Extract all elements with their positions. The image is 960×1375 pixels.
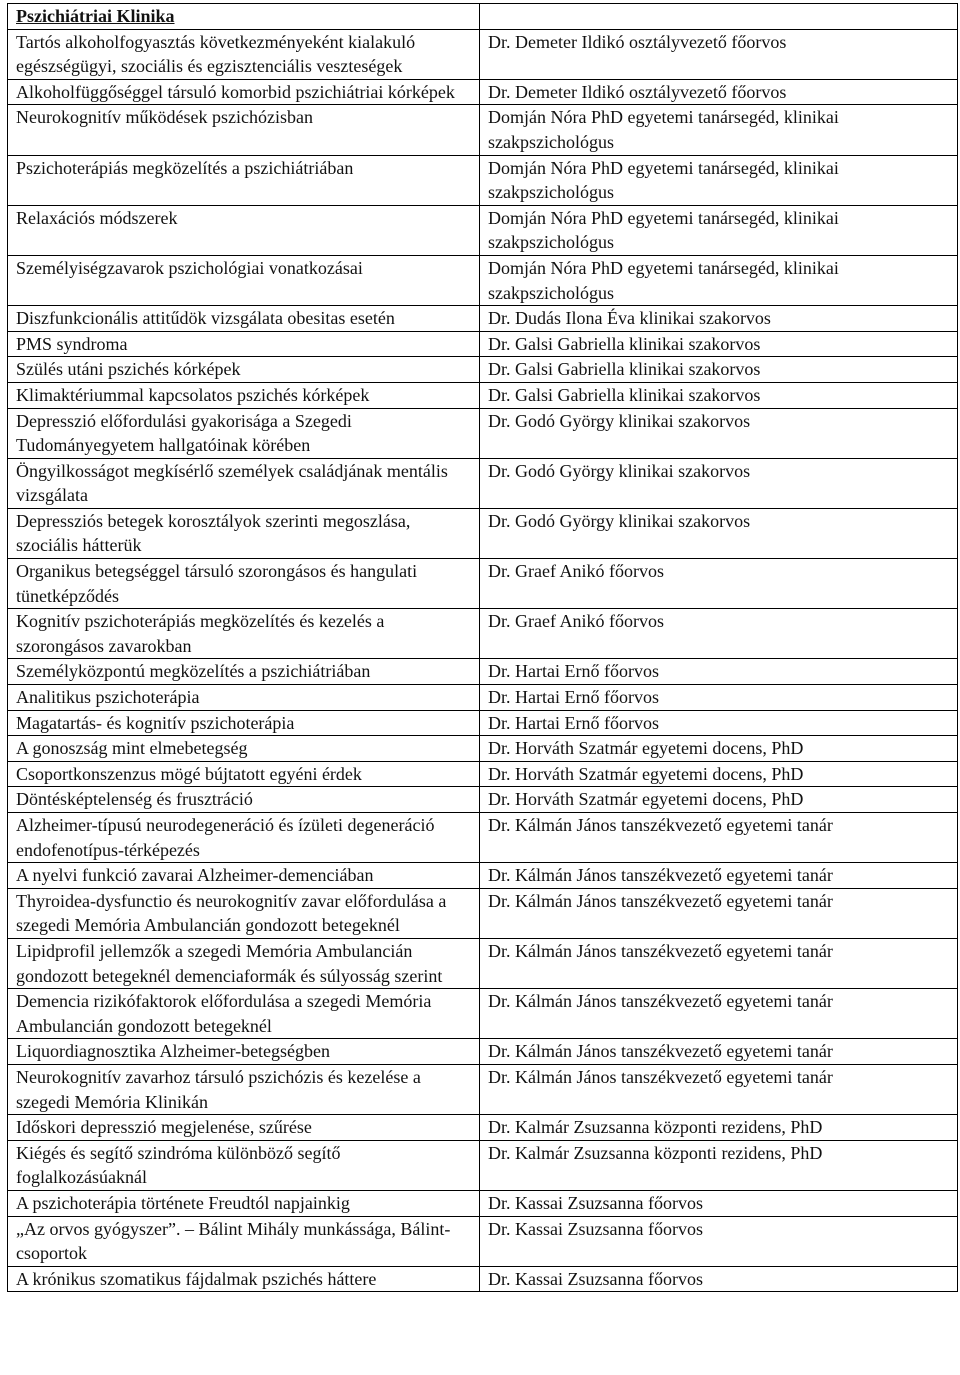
supervisor-cell: Dr. Kálmán János tanszékvezető egyetemi tanár [480, 813, 958, 863]
table-row [8, 1266, 958, 1292]
supervisor-cell: Dr. Kálmán János tanszékvezető egyetemi tanár [480, 1039, 958, 1065]
table-row [8, 685, 958, 711]
topic-cell: Személyiségzavarok pszichológiai vonatkozásai [8, 255, 480, 305]
supervisor-cell: Dr. Kassai Zsuzsanna főorvos [480, 1266, 958, 1292]
header-row [8, 4, 958, 30]
supervisor-cell: Dr. Horváth Szatmár egyetemi docens, PhD [480, 761, 958, 787]
supervisor-cell: Dr. Demeter Ildikó osztályvezető főorvos [480, 29, 958, 79]
table-row [8, 306, 958, 332]
header-right-cell [480, 4, 958, 30]
supervisor-cell: Dr. Kálmán János tanszékvezető egyetemi tanár [480, 989, 958, 1039]
topic-cell: A pszichoterápia története Freudtól napjainkig [8, 1190, 480, 1216]
topic-cell: PMS syndroma [8, 331, 480, 357]
supervisor-cell: Dr. Dudás Ilona Éva klinikai szakorvos [480, 306, 958, 332]
table-row [8, 863, 958, 889]
topic-cell: Diszfunkcionális attitűdök vizsgálata obesitas esetén [8, 306, 480, 332]
topic-cell: Analitikus pszichoterápia [8, 685, 480, 711]
table-row [8, 1140, 958, 1190]
supervisor-cell: Dr. Graef Anikó főorvos [480, 559, 958, 609]
table-row [8, 1115, 958, 1141]
table-row [8, 659, 958, 685]
supervisor-cell: Dr. Hartai Ernő főorvos [480, 685, 958, 711]
supervisor-cell: Dr. Kalmár Zsuzsanna központi rezidens, PhD [480, 1140, 958, 1190]
supervisor-cell: Dr. Demeter Ildikó osztályvezető főorvos [480, 79, 958, 105]
table-row [8, 761, 958, 787]
table-row [8, 609, 958, 659]
topic-cell: Neurokognitív működések pszichózisban [8, 105, 480, 155]
supervisor-cell: Dr. Godó György klinikai szakorvos [480, 408, 958, 458]
supervisor-cell: Dr. Horváth Szatmár egyetemi docens, PhD [480, 787, 958, 813]
table-row [8, 787, 958, 813]
topic-cell: Alkoholfüggőséggel társuló komorbid pszichiátriai kórképek [8, 79, 480, 105]
supervisor-cell: Dr. Horváth Szatmár egyetemi docens, PhD [480, 736, 958, 762]
supervisor-cell: Dr. Hartai Ernő főorvos [480, 710, 958, 736]
topic-cell: Liquordiagnosztika Alzheimer-betegségben [8, 1039, 480, 1065]
topic-cell: Döntésképtelenség és frusztráció [8, 787, 480, 813]
topic-cell: A krónikus szomatikus fájdalmak pszichés háttere [8, 1266, 480, 1292]
table-row [8, 458, 958, 508]
topic-cell: A nyelvi funkció zavarai Alzheimer-demenciában [8, 863, 480, 889]
supervisor-cell: Dr. Kálmán János tanszékvezető egyetemi tanár [480, 863, 958, 889]
supervisor-cell: Domján Nóra PhD egyetemi tanársegéd, klinikai szakpszichológus [480, 205, 958, 255]
supervisor-cell: Dr. Kálmán János tanszékvezető egyetemi tanár [480, 938, 958, 988]
supervisor-cell: Dr. Kalmár Zsuzsanna központi rezidens, PhD [480, 1115, 958, 1141]
table-row [8, 155, 958, 205]
supervisor-cell: Domján Nóra PhD egyetemi tanársegéd, klinikai szakpszichológus [480, 105, 958, 155]
table-row [8, 382, 958, 408]
supervisor-cell: Dr. Hartai Ernő főorvos [480, 659, 958, 685]
supervisor-cell: Dr. Kálmán János tanszékvezető egyetemi tanár [480, 888, 958, 938]
table-row [8, 331, 958, 357]
topic-cell: Csoportkonszenzus mögé bújtatott egyéni érdek [8, 761, 480, 787]
table-row [8, 357, 958, 383]
topic-cell: Neurokognitív zavarhoz társuló pszichózis és kezelése a szegedi Memória Klinikán [8, 1064, 480, 1114]
topic-cell: „Az orvos gyógyszer”. – Bálint Mihály munkássága, Bálint-csoportok [8, 1216, 480, 1266]
table-row [8, 29, 958, 79]
supervisor-cell: Dr. Godó György klinikai szakorvos [480, 458, 958, 508]
table-row [8, 989, 958, 1039]
topic-cell: Depressziós betegek korosztályok szerinti megoszlása, szociális hátterük [8, 508, 480, 558]
supervisor-cell: Dr. Kálmán János tanszékvezető egyetemi tanár [480, 1064, 958, 1114]
supervisor-cell: Dr. Galsi Gabriella klinikai szakorvos [480, 331, 958, 357]
topic-cell: Lipidprofil jellemzők a szegedi Memória Ambulancián gondozott betegeknél demenciaformák és súlyosság szerint [8, 938, 480, 988]
table-row [8, 205, 958, 255]
topic-cell: Organikus betegséggel társuló szorongásos és hangulati tünetképződés [8, 559, 480, 609]
thesis-topics-table [7, 3, 958, 1292]
table-row [8, 1216, 958, 1266]
topic-cell: Magatartás- és kognitív pszichoterápia [8, 710, 480, 736]
table-row [8, 1039, 958, 1065]
table-row [8, 1190, 958, 1216]
topic-cell: A gonoszság mint elmebetegség [8, 736, 480, 762]
topic-cell: Pszichoterápiás megközelítés a pszichiátriában [8, 155, 480, 205]
table-row [8, 888, 958, 938]
supervisor-cell: Dr. Galsi Gabriella klinikai szakorvos [480, 382, 958, 408]
table-body [8, 4, 958, 1292]
table-row [8, 559, 958, 609]
topic-cell: Depresszió előfordulási gyakorisága a Szegedi Tudományegyetem hallgatóinak körében [8, 408, 480, 458]
supervisor-cell: Dr. Godó György klinikai szakorvos [480, 508, 958, 558]
table-row [8, 736, 958, 762]
department-title: Pszichiátriai Klinika [8, 4, 480, 30]
topic-cell: Demencia rizikófaktorok előfordulása a szegedi Memória Ambulancián gondozott betegeknél [8, 989, 480, 1039]
supervisor-cell: Domján Nóra PhD egyetemi tanársegéd, klinikai szakpszichológus [480, 255, 958, 305]
topic-cell: Szülés utáni pszichés kórképek [8, 357, 480, 383]
supervisor-cell: Domján Nóra PhD egyetemi tanársegéd, klinikai szakpszichológus [480, 155, 958, 205]
topic-cell: Kiégés és segítő szindróma különböző segítő foglalkozásúaknál [8, 1140, 480, 1190]
supervisor-cell: Dr. Graef Anikó főorvos [480, 609, 958, 659]
table-row [8, 255, 958, 305]
table-row [8, 508, 958, 558]
table-row [8, 79, 958, 105]
table-row [8, 105, 958, 155]
supervisor-cell: Dr. Galsi Gabriella klinikai szakorvos [480, 357, 958, 383]
topic-cell: Relaxációs módszerek [8, 205, 480, 255]
supervisor-cell: Dr. Kassai Zsuzsanna főorvos [480, 1216, 958, 1266]
topic-cell: Thyroidea-dysfunctio és neurokognitív zavar előfordulása a szegedi Memória Ambulancián gondozott betegeknél [8, 888, 480, 938]
topic-cell: Alzheimer-típusú neurodegeneráció és ízületi degeneráció endofenotípus-térképezés [8, 813, 480, 863]
topic-cell: Tartós alkoholfogyasztás következményeként kialakuló egészségügyi, szociális és egzisztenciális veszteségek [8, 29, 480, 79]
table-row [8, 813, 958, 863]
topic-cell: Kognitív pszichoterápiás megközelítés és kezelés a szorongásos zavarokban [8, 609, 480, 659]
topic-cell: Öngyilkosságot megkísérlő személyek családjának mentális vizsgálata [8, 458, 480, 508]
topic-cell: Személyközpontú megközelítés a pszichiátriában [8, 659, 480, 685]
table-row [8, 938, 958, 988]
table-row [8, 408, 958, 458]
topic-cell: Klimaktériummal kapcsolatos pszichés kórképek [8, 382, 480, 408]
table-row [8, 710, 958, 736]
topic-cell: Időskori depresszió megjelenése, szűrése [8, 1115, 480, 1141]
table-row [8, 1064, 958, 1114]
supervisor-cell: Dr. Kassai Zsuzsanna főorvos [480, 1190, 958, 1216]
